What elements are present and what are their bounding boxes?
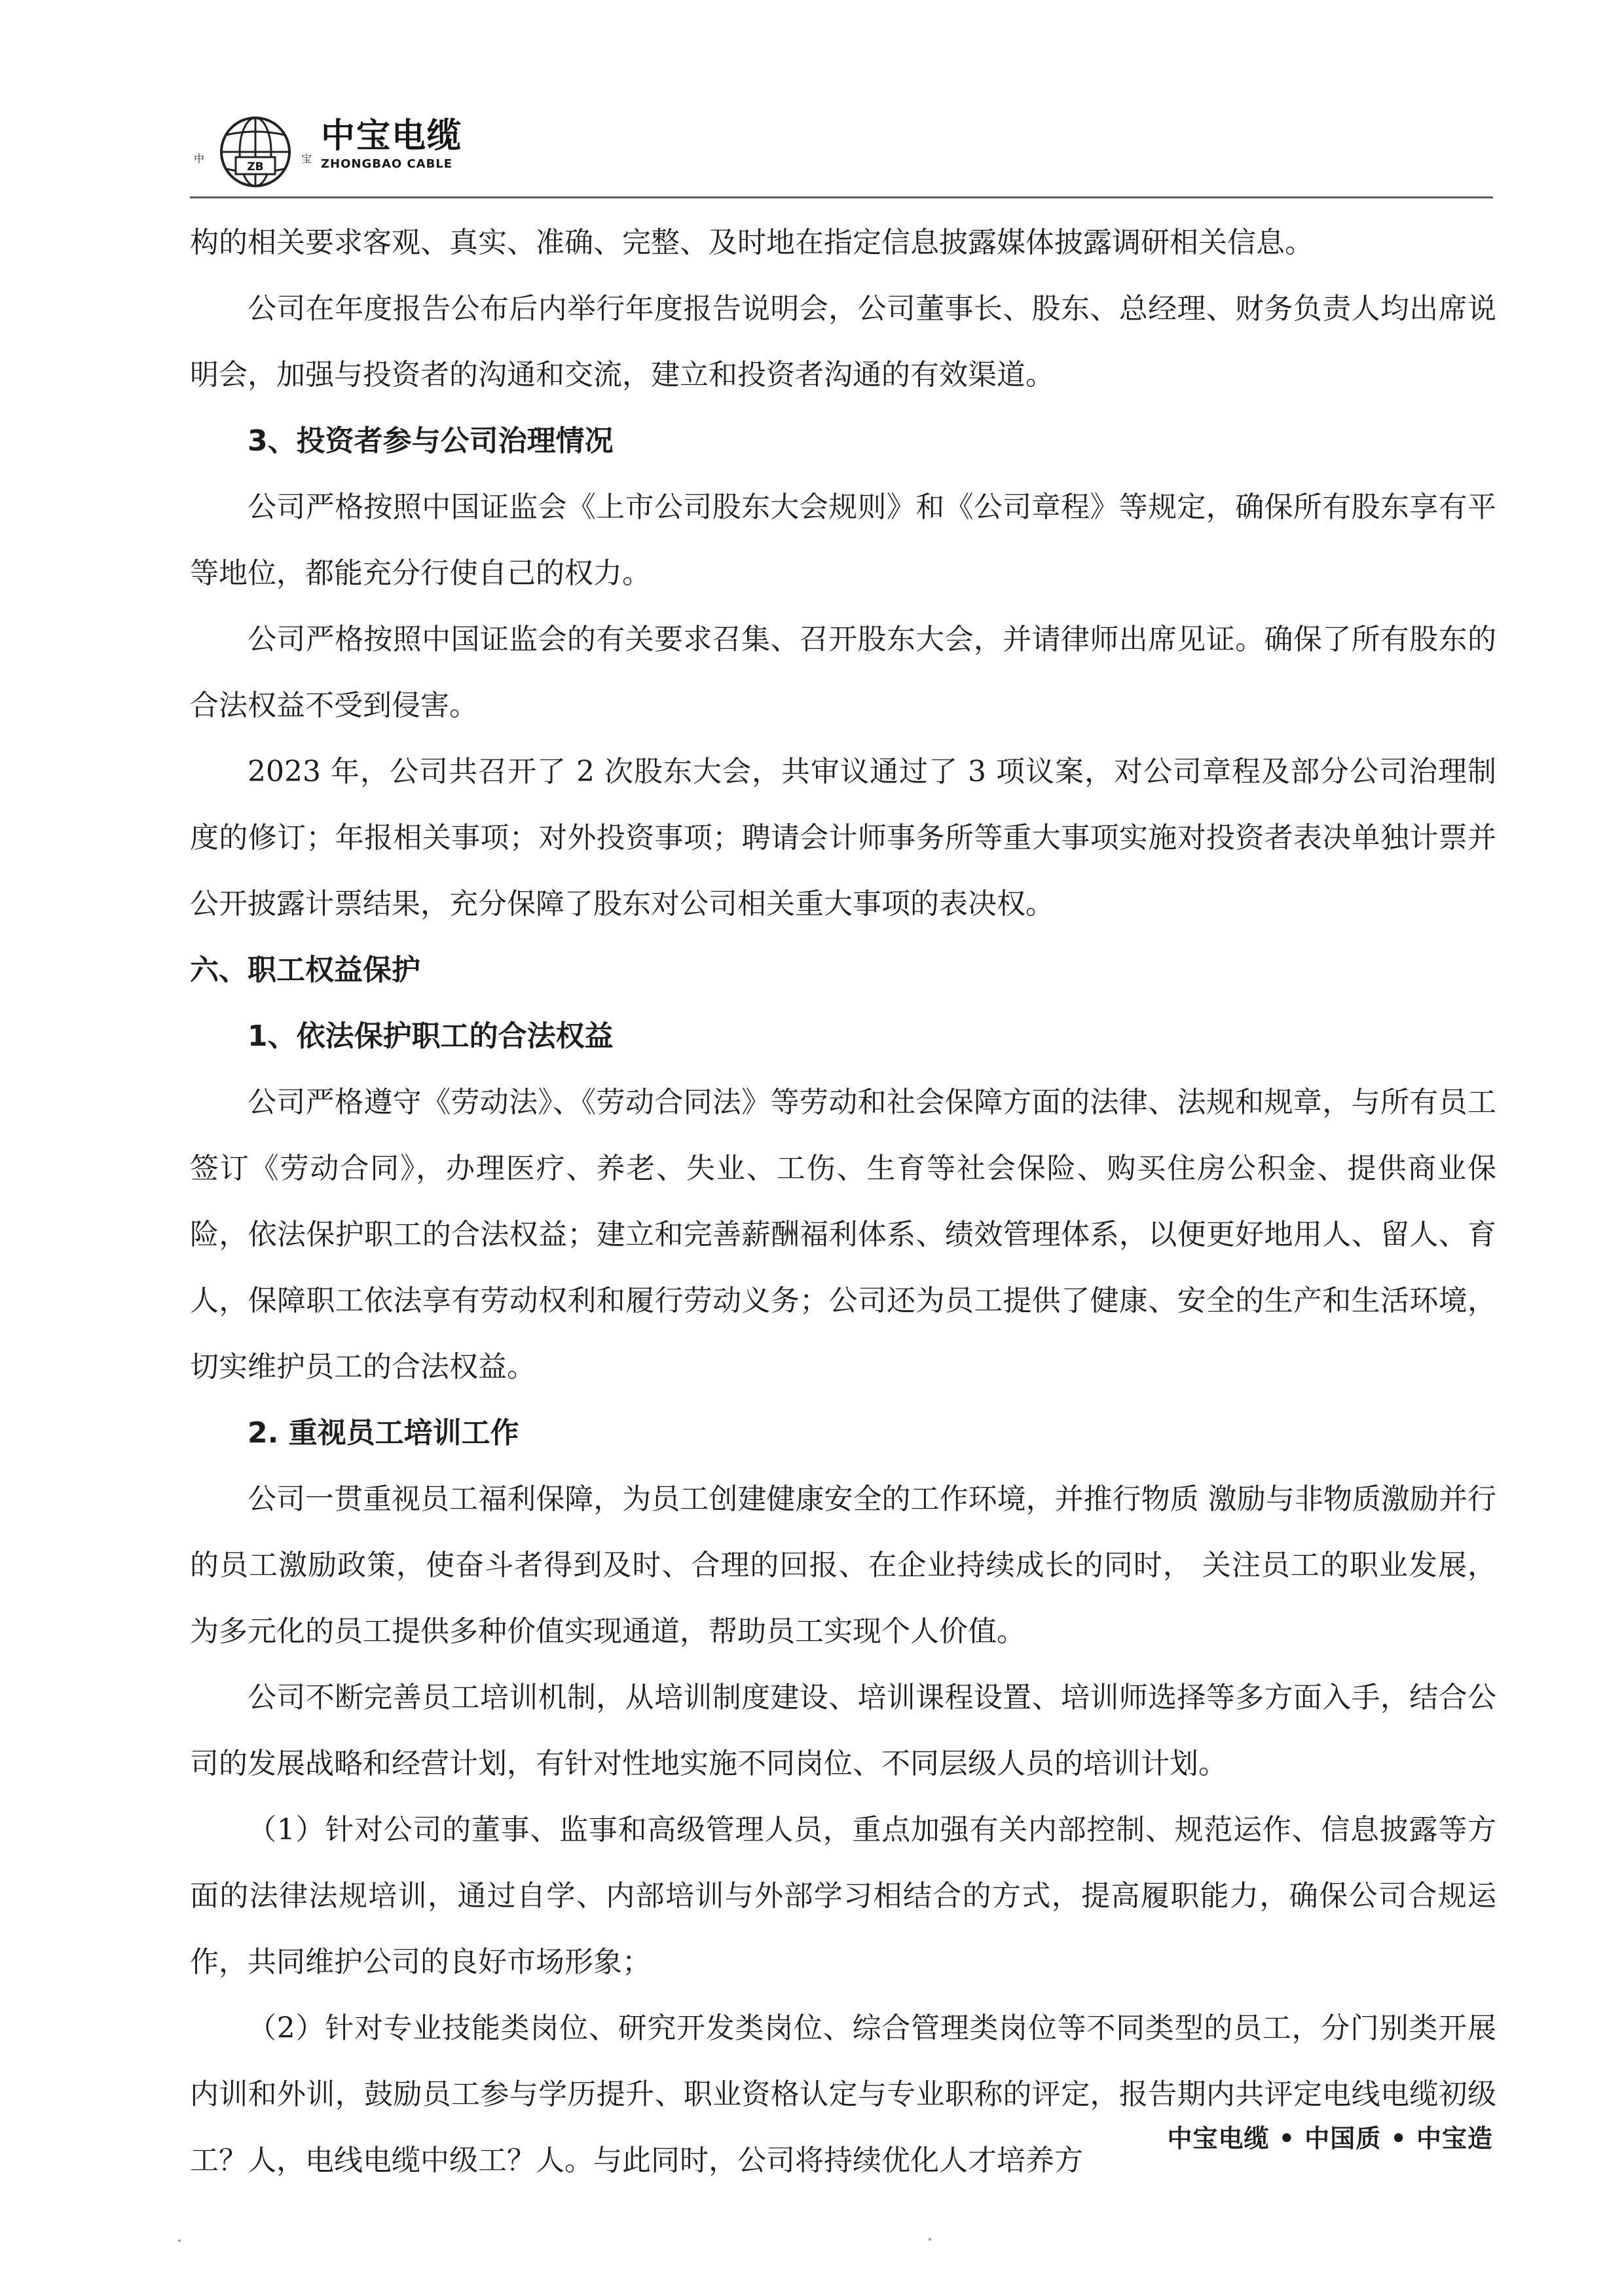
page-header	[190, 105, 1493, 203]
company-name-en: ZHONGBAO CABLE	[321, 157, 453, 171]
paragraph: 公司一贯重视员工福利保障，为员工创建健康安全的工作环境，并推行物质 激励与非物质激励并行的员工激励政策，使奋斗者得到及时、合理的回报、在企业持续成长的同时， 关注员工的职业发展， 为多元化的员工提供多种价值实现通道，帮助员工实现个人价值。	[190, 1482, 1496, 1648]
chapter-heading: 六、职工权益保护	[190, 953, 420, 987]
paragraph: 公司严格遵守《劳动法》、《劳动合同法》等劳动和社会保障方面的法律、法规和规章，与所有员工签订《劳动合同》，办理医疗、养老、失业、工伤、生育等社会保险、购买住房公积金、提供商业保险，依法保护职工的合法权益；建立和完善薪酬福利体系、绩效管理体系，以便更好地用人、留人、育人，保障职工依法享有劳动权利和履行劳动义务；公司还为员工提供了健康、安全的生产和生活环境，切实维护员工的合法权益。	[190, 1086, 1496, 1384]
logo-left-char: 中	[194, 153, 205, 165]
footer-slogan: 中宝电缆 • 中国质 • 中宝造	[1167, 2124, 1493, 2153]
section-heading: 2. 重视员工培训工作	[248, 1416, 519, 1450]
document-body	[190, 210, 1496, 2194]
company-name-cn: 中宝电缆	[321, 117, 463, 156]
paragraph: （2）针对专业技能类岗位、研究开发类岗位、综合管理类岗位等不同类型的员工，分门别类开展内训和外训，鼓励员工参与学历提升、职业资格认定与专业职称的评定，报告期内共评定电线电缆初级工？人，电线电缆中级工？人。与此同时，公司将持续优化人才培养方	[190, 2011, 1496, 2177]
company-logo-icon	[190, 111, 321, 196]
paragraph: 公司严格按照中国证监会的有关要求召集、召开股东大会，并请律师出席见证。确保了所有股东的合法权益不受到侵害。	[190, 623, 1496, 722]
paragraph: 公司不断完善员工培训机制，从培训制度建设、培训课程设置、培训师选择等多方面入手，结合公司的发展战略和经营计划，有针对性地实施不同岗位、不同层级人员的培训计划。	[190, 1681, 1496, 1780]
section-heading: 1、依法保护职工的合法权益	[248, 1019, 614, 1053]
header-divider	[190, 196, 1493, 198]
paragraph: 公司在年度报告公布后内举行年度报告说明会，公司董事长、股东、总经理、财务负责人均出席说明会，加强与投资者的沟通和交流，建立和投资者沟通的有效渠道。	[190, 292, 1496, 392]
company-name	[321, 117, 462, 173]
paragraph: （1）针对公司的董事、监事和高级管理人员，重点加强有关内部控制、规范运作、信息披露等方面的法律法规培训，通过自学、内部培训与外部学习相结合的方式，提高履职能力，确保公司合规运作，共同维护公司的良好市场形象；	[190, 1813, 1496, 1979]
paragraph: 构的相关要求客观、真实、准确、完整、及时地在指定信息披露媒体披露调研相关信息。	[190, 226, 1314, 259]
scan-speck	[178, 2239, 181, 2242]
logo-badge: ZB	[247, 160, 264, 174]
paragraph: 2023 年，公司共召开了 2 次股东大会，共审议通过了 3 项议案，对公司章程及部分公司治理制度的修订；年报相关事项；对外投资事项；聘请会计师事务所等重大事项实施对投资者表决单独计票并公开披露计票结果，充分保障了股东对公司相关重大事项的表决权。	[190, 755, 1496, 921]
logo-right-char: 宝	[301, 153, 312, 165]
paragraph: 公司严格按照中国证监会《上市公司股东大会规则》和《公司章程》等规定，确保所有股东享有平等地位，都能充分行使自己的权力。	[190, 490, 1496, 590]
section-heading: 3、投资者参与公司治理情况	[248, 424, 614, 458]
scan-speck	[929, 2238, 931, 2241]
